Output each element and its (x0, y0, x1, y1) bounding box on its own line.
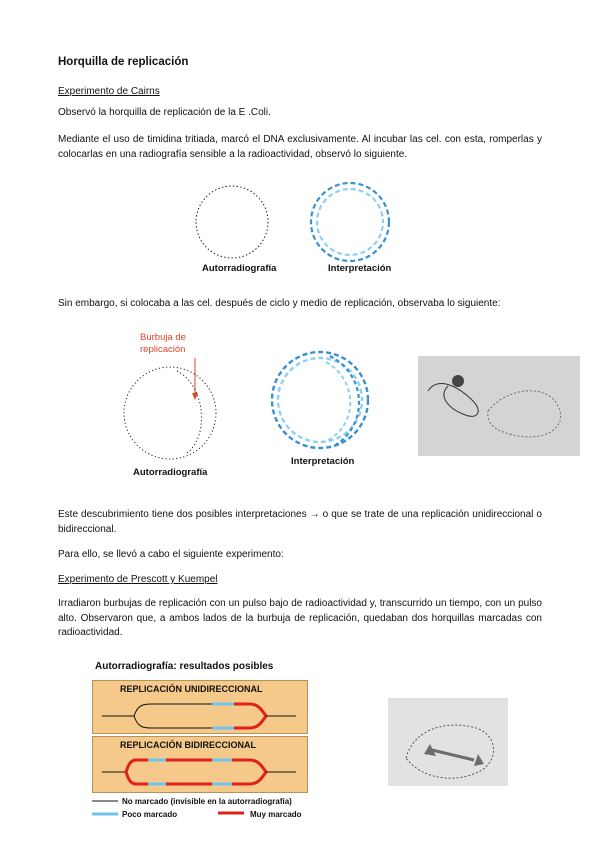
uni-high-mark (234, 704, 266, 728)
prescott-heading: Experimento de Prescott y Kuempel (58, 574, 218, 585)
cairns-paragraph-5: Para ello, se llevó a cabo el siguiente experimento: (58, 549, 284, 560)
bi-left-high-mark (126, 760, 148, 784)
cairns-paragraph-3: Sin embargo, si colocaba a las cel. después de ciclo y medio de replicación, observaba lo siguiente: (58, 298, 501, 309)
legend-low-label: Poco marcado (122, 810, 178, 819)
uni-bottom-unmarked (134, 716, 212, 728)
bubble-label-line-1: Burbuja de (140, 332, 186, 343)
figure1-caption-interpretation: Interpretación (328, 263, 392, 274)
figure2-caption-interpretation: Interpretación (291, 456, 355, 467)
cairns-paragraph-4: Este descubrimiento tiene dos posibles interpretaciones → o que se trate de una replicación unidireccional o bidireccional. (58, 509, 542, 535)
legend-swatch-high (218, 806, 248, 818)
bubble-arrow-head (192, 393, 198, 400)
bubble-inner-arc (177, 371, 202, 453)
cairns-paragraph-1: Observó la horquilla de replicación de la E .Coli. (58, 107, 271, 118)
dna-circle-interpretation (311, 183, 389, 261)
legend-swatches-left (92, 796, 122, 822)
legend-high-label: Muy marcado (250, 810, 302, 819)
micrograph-photo-2 (388, 698, 508, 786)
dna-outer-circle (272, 352, 368, 448)
label-unidirectional: REPLICACIÓN UNIDIRECCIONAL (120, 684, 263, 694)
bubble-label (140, 332, 186, 356)
page-title: Horquilla de replicación (58, 56, 189, 68)
cairns-paragraph-2: Mediante el uso de timidina tritiada, marcó el DNA exclusivamente. Al incubar las cel. con esta, romperlas y colocarlas en una radiografía sensible a la radioactividad, observó lo siguiente. (58, 134, 542, 160)
prescott-paragraph-1: Irradiaron burbujas de replicación con un pulso bajo de radioactividad y, transcurrido un tiempo, con un pulso alto. Observaron que, a ambos lados de la burbuja de replicación, quedaban dos horquillas marcadas con radioactividad. (58, 598, 542, 638)
bubble-outer-circle (124, 367, 216, 459)
label-bidirectional: REPLICACIÓN BIDIRECCIONAL (120, 740, 257, 750)
autoradiograph-circle (196, 186, 268, 258)
figure-bubble-autoradiograph (115, 355, 235, 465)
diagram-unidirectional (92, 696, 306, 732)
legend-unmarked-label: No marcado (invisible en la autorradiografía) (122, 797, 292, 806)
figure-bubble-interpretation (268, 348, 378, 453)
prescott-figure-title: Autorradiografía: resultados posibles (95, 661, 274, 672)
micrograph-photo (418, 356, 580, 456)
diagram-bidirectional (92, 752, 306, 790)
uni-top-unmarked (134, 704, 212, 716)
figure1-caption-autoradiography: Autorradiografía (202, 263, 277, 274)
bi-right-high-mark (232, 760, 266, 784)
figure2-caption-autoradiography: Autorradiografía (133, 467, 208, 478)
cairns-heading: Experimento de Cairns (58, 86, 160, 97)
bubble-label-line-2: replicación (140, 344, 186, 355)
micrograph-blob (452, 375, 464, 387)
